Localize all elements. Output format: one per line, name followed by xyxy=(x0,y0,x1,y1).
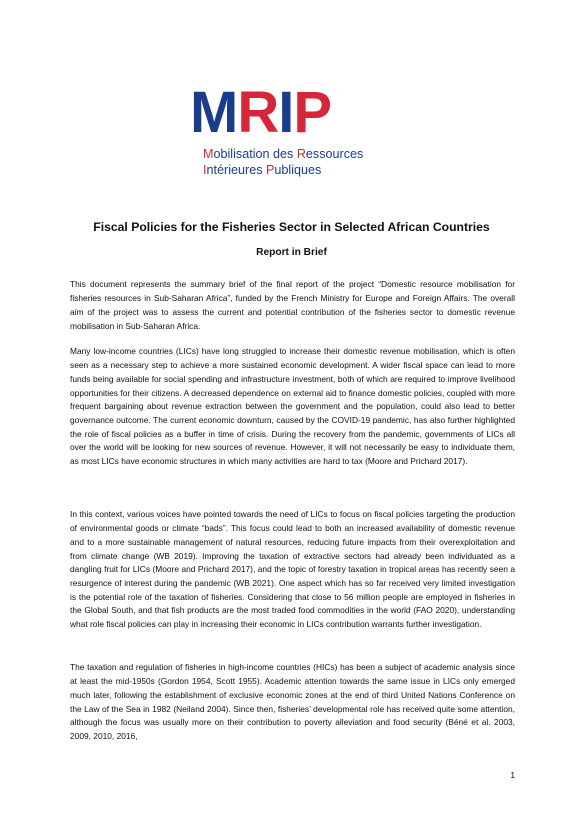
logo-cap: I xyxy=(203,163,207,177)
logo-tagline-line2 xyxy=(203,163,321,178)
document-title: Fiscal Policies for the Fisheries Sector in Selected African Countries xyxy=(93,220,490,234)
logo-text: ubliques xyxy=(274,163,322,177)
paragraph-context: In this context, various voices have pointed towards the need of LICs to focus on fiscal policies targeting the production of environmental goods or climate “bads”. This focus could lead to both an increased availability of domestic revenue and to a more sustainable management of natural resources, reducing future impacts from their overexploitation and from climate change (WB 2019). Improving the taxation of extractive sectors had already been individuated as a dangling fruit for LICs (Moore and Prichard 2017), and the topic of forestry taxation in tropical areas has recently seen a resurgence of interest during the pandemic (WB 2021). One aspect which has so far received very limited investigation is the potential role of the taxation of fisheries. Considering that close to 56 million people are employed in fisheries in the Global South, and that fish products are the most traded food commodities in the world (FAO 2020), understanding what role fiscal policies can play in increasing their economic in LICs contribution warrants further investigation. xyxy=(70,509,515,630)
logo-letter-r: R xyxy=(237,80,279,145)
logo-letter-p: P xyxy=(293,80,332,145)
logo-tagline-line1 xyxy=(203,147,363,162)
logo-letter-i: I xyxy=(278,80,294,145)
mrip-logo xyxy=(190,80,405,185)
logo-letter-m: M xyxy=(190,80,238,145)
logo-cap: P xyxy=(266,163,275,177)
logo-text: ntérieures xyxy=(206,163,267,177)
page-number: 1 xyxy=(510,770,515,780)
logo-cap: M xyxy=(203,147,214,161)
paragraph-taxation: The taxation and regulation of fisheries in high-income countries (HICs) has been a subject of academic analysis since at least the mid-1950s (Gordon 1954, Scott 1955). Academic attention towards the same issue in LICs only emerged much later, following the establishment of exclusive economic zones at the end of third United Nations Conference on the Law of the Sea in 1982 (Neiland 2004). Since then, fisheries’ developmental role has received quite some attention, although the focus was usually more on their contribution to poverty alleviation and food security (Béné et al. 2003, 2009, 2010, 2016, xyxy=(70,662,515,741)
logo-wordmark xyxy=(190,80,331,146)
logo-text: obilisation des xyxy=(213,147,297,161)
paragraph-lics: Many low-income countries (LICs) have long struggled to increase their domestic revenue mobilisation, which is often seen as a necessary step to achieve a more sustained economic development. A wider fiscal space can lead to more funds being available for social spending and infrastructure investment, both of which are required to improve livelihood opportunities for their citizens. A decreased dependence on external aid to finance domestic policies, coupled with more frequent bargaining about revenue extraction between the government and the population, could also lead to better governance outcome. The current economic downturn, caused by the COVID-19 pandemic, has also further highlighted the role of fiscal policies as a buffer in time of crisis. During the recovery from the pandemic, governments of LICs all over the world will be looking for new sources of revenue. However, it will not necessarily be easy to individuate them, as most LICs have economic structures in which many activities are hard to tax (Moore and Prichard 2017). xyxy=(70,346,515,467)
logo-cap: R xyxy=(296,147,306,161)
document-subtitle: Report in Brief xyxy=(256,247,327,258)
paragraph-intro: This document represents the summary brief of the final report of the project “Domestic resource mobilisation for fisheries resources in Sub-Saharan Africa”, funded by the French Ministry for Europe and Foreign Affairs. The overall aim of the project was to assess the current and potential contribution of the fisheries sector to domestic revenue mobilisation in Sub-Saharan Africa. xyxy=(70,279,515,331)
logo-text: essources xyxy=(305,147,364,161)
